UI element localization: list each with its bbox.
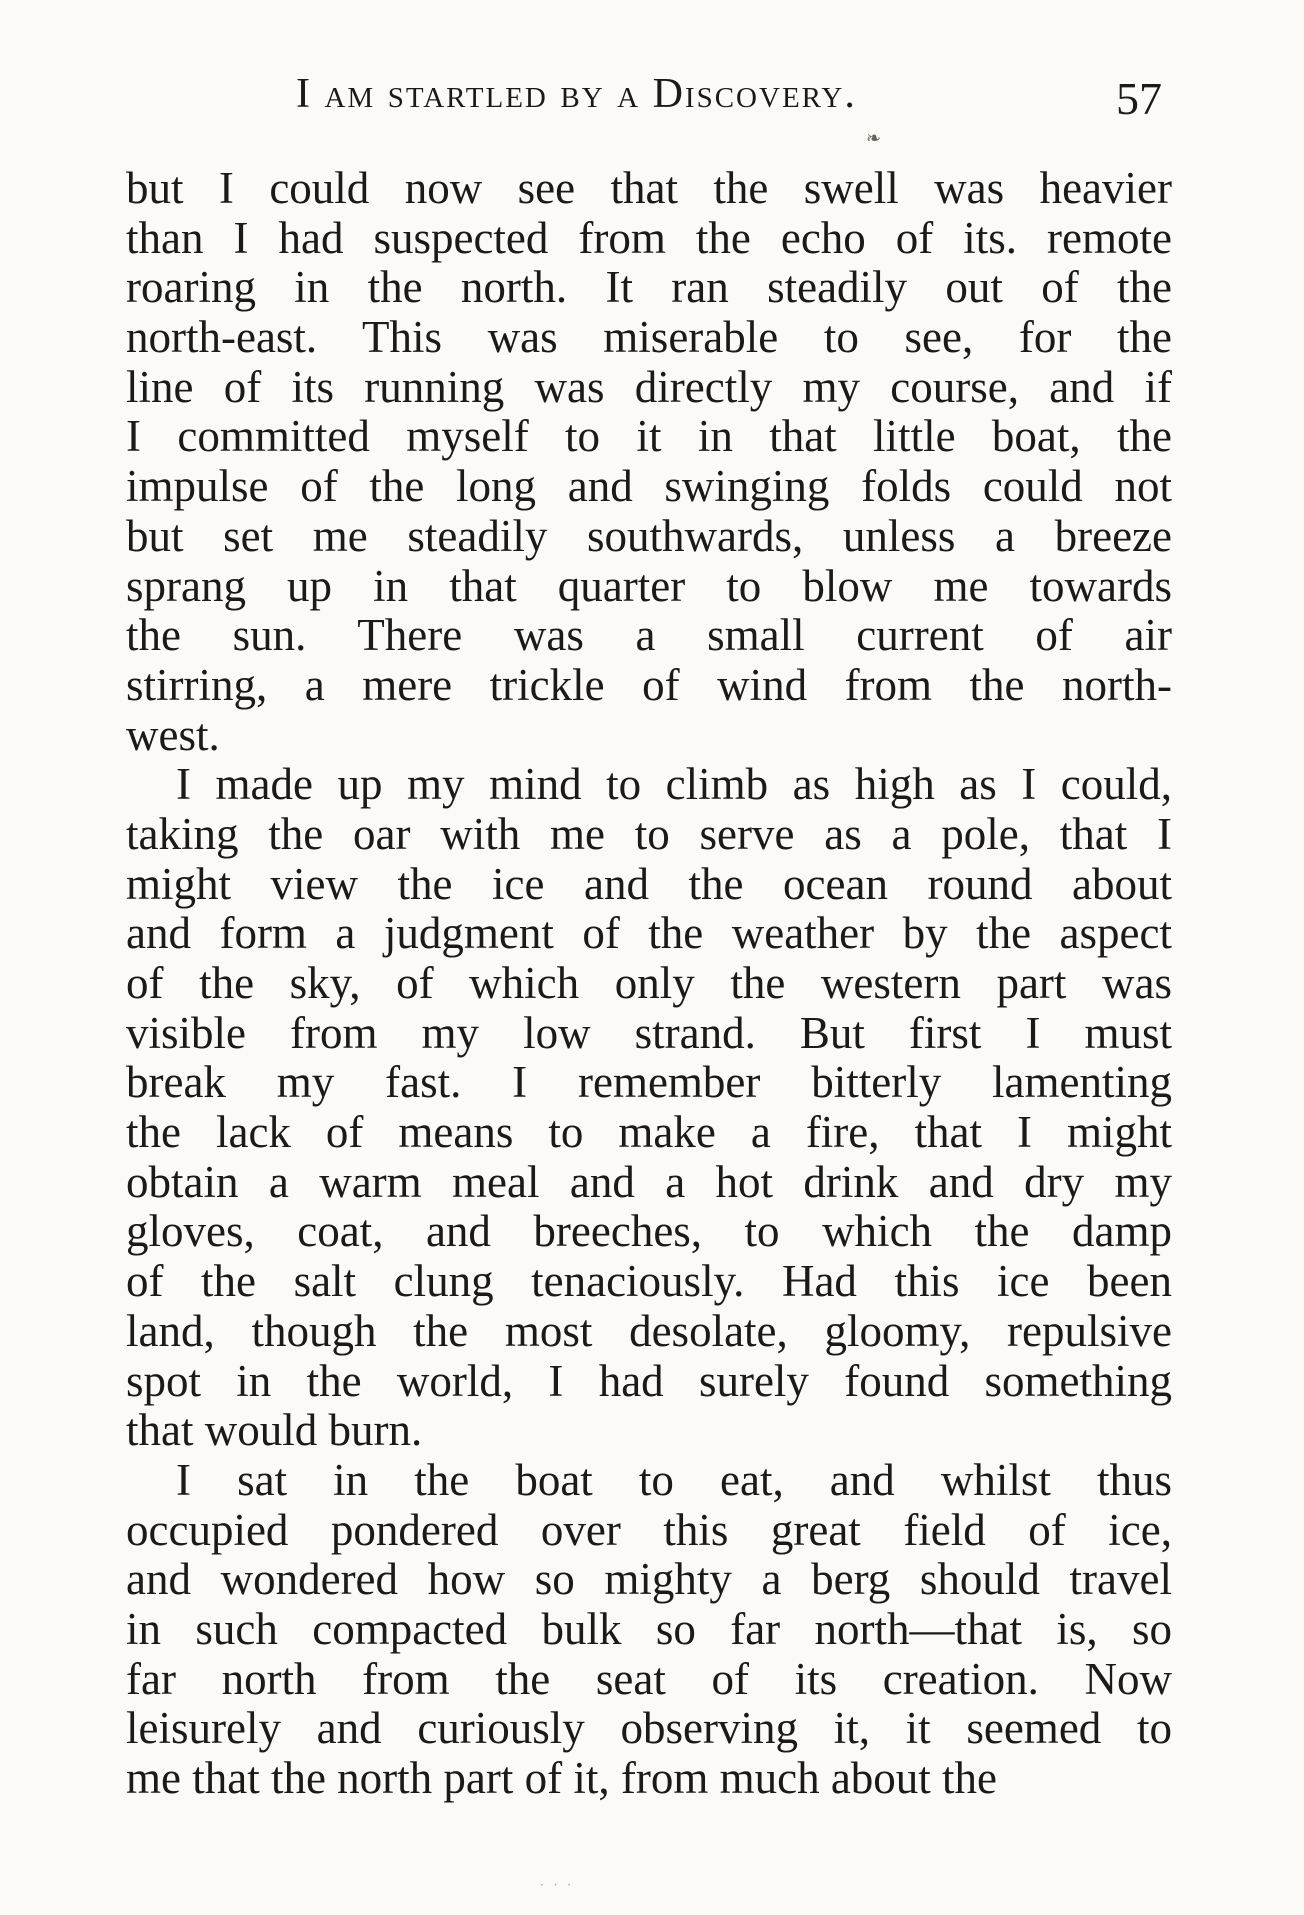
text-line: that would burn. — [126, 1405, 423, 1456]
text-line: sprang up in that quarter to blow me towards — [126, 560, 1172, 611]
paragraph — [126, 1456, 1172, 1804]
text-line: obtain a warm meal and a hot drink and dry my — [126, 1156, 1172, 1207]
text-line: I made up my mind to climb as high as I could, — [176, 759, 1172, 810]
text-line: me that the north part of it, from much about the — [126, 1753, 998, 1803]
text-line: in such compacted bulk so far north—that is, so — [126, 1603, 1172, 1654]
text-line: and form a judgment of the weather by the aspect — [126, 908, 1172, 959]
text-line: break my fast. I remember bitterly lamenting — [126, 1057, 1172, 1108]
text-line: north-east. This was miserable to see, for the — [126, 312, 1172, 363]
text-line: stirring, a mere trickle of wind from the north- — [126, 659, 1172, 710]
text-line: west. — [126, 709, 220, 760]
text-line: the lack of means to make a fire, that I might — [126, 1107, 1172, 1158]
text-line: land, though the most desolate, gloomy, repulsive — [126, 1305, 1172, 1356]
text-line: far north from the seat of its creation. Now — [126, 1653, 1172, 1704]
text-line: and wondered how so mighty a berg should travel — [126, 1554, 1172, 1605]
print-speck-icon: · · · — [540, 1878, 575, 1892]
text-line: than I had suspected from the echo of its. remote — [126, 212, 1172, 263]
text-line: but I could now see that the swell was heavier — [126, 163, 1172, 213]
page-header — [126, 70, 1176, 130]
printer-ornament-icon: ❧ — [866, 128, 882, 149]
text-line: gloves, coat, and breeches, to which the damp — [126, 1206, 1172, 1257]
text-line: the sun. There was a small current of air — [126, 610, 1172, 661]
page-number: 57 — [1116, 73, 1162, 124]
text-line: visible from my low strand. But first I must — [126, 1007, 1172, 1058]
text-line: of the sky, of which only the western part was — [126, 958, 1172, 1008]
body-text — [126, 164, 1172, 1804]
text-line: might view the ice and the ocean round about — [126, 858, 1172, 909]
text-line: line of its running was directly my course, and if — [126, 361, 1172, 412]
paragraph — [126, 760, 1172, 1456]
text-line: roaring in the north. It ran steadily out of the — [126, 262, 1172, 313]
text-line: impulse of the long and swinging folds could not — [126, 461, 1172, 512]
text-line: of the salt clung tenaciously. Had this ice been — [126, 1256, 1172, 1307]
text-line: I sat in the boat to eat, and whilst thus — [176, 1454, 1172, 1505]
paragraph — [126, 164, 1172, 760]
running-head: I am startled by a Discovery. — [296, 71, 857, 117]
text-line: spot in the world, I had surely found something — [126, 1355, 1172, 1406]
text-line: taking the oar with me to serve as a pole, that I — [126, 808, 1172, 859]
text-line: leisurely and curiously observing it, it seemed to — [126, 1703, 1172, 1754]
text-line: but set me steadily southwards, unless a breeze — [126, 510, 1172, 561]
text-line: I committed myself to it in that little boat, the — [126, 411, 1172, 462]
text-line: occupied pondered over this great field of ice, — [126, 1504, 1172, 1555]
